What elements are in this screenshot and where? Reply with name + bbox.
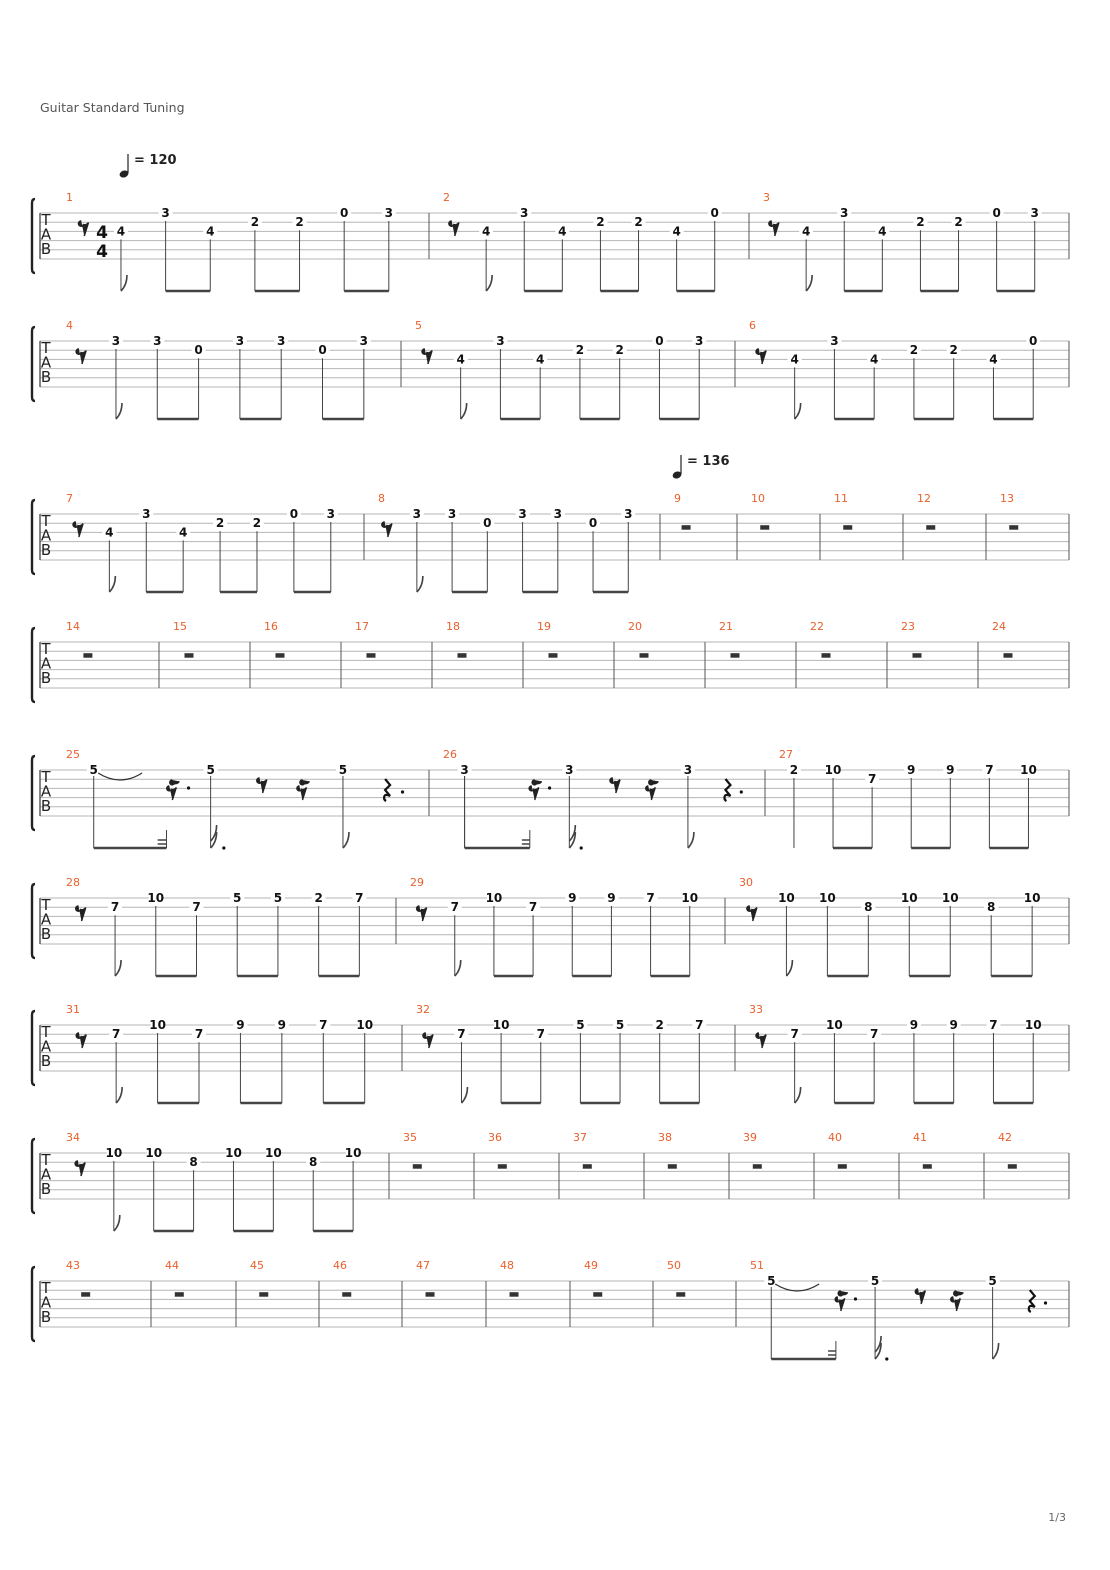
fret-number: 2 <box>909 343 919 358</box>
tempo-mark: = 120 <box>134 153 177 168</box>
rhythm-dot <box>885 1357 888 1360</box>
fret-number: 10 <box>1024 1018 1042 1032</box>
fret-number: 7 <box>989 1018 998 1032</box>
measure-number: 3 <box>763 191 770 204</box>
fret-number: 3 <box>565 763 574 777</box>
fret-number: 3 <box>235 334 245 348</box>
tab-clef-letter: A <box>40 910 52 929</box>
fret-number: 2 <box>596 215 605 230</box>
fret-number: 0 <box>339 206 349 220</box>
tab-clef-letter: T <box>41 1023 51 1041</box>
measure-number: 26 <box>443 748 457 761</box>
fret-number: 9 <box>568 891 577 905</box>
fret-number: 7 <box>192 900 201 915</box>
tab-clef-letter: A <box>40 225 52 244</box>
eighth-rest <box>73 522 83 537</box>
tab-clef-letter: A <box>40 654 52 673</box>
measure-number: 12 <box>917 492 931 505</box>
fret-number: 5 <box>615 1018 625 1032</box>
fret-number: 10 <box>145 1146 163 1160</box>
fret-number: 3 <box>830 334 839 348</box>
measure-number: 25 <box>66 748 80 761</box>
fret-number: 3 <box>695 334 704 348</box>
tab-clef-letter: B <box>40 797 52 815</box>
system-bracket <box>32 1139 35 1213</box>
sixteenth-rest <box>529 780 542 800</box>
tab-clef-letter: T <box>41 1279 51 1297</box>
fret-number: 10 <box>225 1146 242 1160</box>
measure-rest <box>753 1164 762 1169</box>
note-flag <box>688 832 694 848</box>
note-flag <box>993 1343 999 1359</box>
measure-number: 20 <box>628 620 642 633</box>
fret-number: 3 <box>518 507 527 521</box>
measure-rest <box>1009 525 1018 530</box>
measure-rest <box>676 1292 685 1297</box>
fret-number: 4 <box>481 224 491 239</box>
measure-rest <box>682 525 691 530</box>
tab-clef-letter: A <box>40 782 52 801</box>
rhythm-dot <box>854 1297 857 1300</box>
measure-number: 19 <box>537 620 551 633</box>
fret-number: 10 <box>485 891 503 905</box>
note-flag <box>116 403 122 419</box>
measure-number: 28 <box>66 876 80 889</box>
fret-number: 5 <box>576 1018 585 1032</box>
measure-number: 16 <box>264 620 278 633</box>
system-bracket <box>32 756 35 830</box>
fret-number: 7 <box>194 1027 204 1042</box>
eighth-rest <box>75 1161 85 1176</box>
measure-number: 39 <box>743 1131 757 1144</box>
fret-number: 10 <box>264 1146 282 1160</box>
page-number: 1/3 <box>1048 1511 1066 1524</box>
eighth-rest <box>76 1033 86 1048</box>
fret-number: 7 <box>110 900 120 915</box>
eighth-rest <box>769 221 779 236</box>
measure-rest <box>83 653 92 658</box>
fret-number: 4 <box>116 224 126 239</box>
fret-number: 10 <box>105 1146 123 1160</box>
note-flag <box>795 403 801 419</box>
fret-number: 3 <box>683 763 693 777</box>
measure-number: 38 <box>658 1131 672 1144</box>
time-signature-bottom: 4 <box>96 242 108 262</box>
fret-number: 10 <box>778 891 795 905</box>
fret-number: 9 <box>949 1018 958 1032</box>
fret-number: 10 <box>1020 763 1037 777</box>
fret-number: 7 <box>646 891 655 905</box>
tab-clef-letter: T <box>41 640 51 658</box>
rhythm-dot <box>187 786 190 789</box>
fret-number: 4 <box>206 224 215 239</box>
fret-number: 7 <box>869 1027 879 1042</box>
fret-number: 7 <box>457 1027 466 1042</box>
rhythm-dot <box>1044 1301 1047 1304</box>
fret-number: 7 <box>536 1027 545 1042</box>
measure-number: 50 <box>667 1259 681 1272</box>
measure-number: 15 <box>173 620 187 633</box>
fret-number: 5 <box>338 763 348 777</box>
measure-rest <box>548 653 557 658</box>
measure-number: 33 <box>749 1003 763 1016</box>
fret-number: 2 <box>575 343 585 358</box>
tab-clef-letter: T <box>41 211 51 229</box>
fret-number: 2 <box>954 215 963 230</box>
fret-number: 4 <box>105 525 114 540</box>
eighth-rest <box>610 778 620 793</box>
rhythm-dot <box>401 790 404 793</box>
eighth-rest <box>747 906 757 921</box>
fret-number: 5 <box>988 1274 997 1288</box>
fret-number: 4 <box>672 224 681 239</box>
eighth-rest <box>78 221 88 236</box>
measure-number: 30 <box>739 876 753 889</box>
measure-rest <box>923 1164 932 1169</box>
fret-number: 0 <box>992 206 1001 220</box>
fret-number: 3 <box>359 334 369 348</box>
rhythm-dot <box>548 786 551 789</box>
measure-rest <box>912 653 921 658</box>
fret-number: 4 <box>790 352 799 367</box>
measure-number: 23 <box>901 620 915 633</box>
system-bracket <box>32 628 35 702</box>
measure-number: 18 <box>446 620 460 633</box>
note-flag <box>109 576 115 592</box>
measure-rest <box>413 1164 422 1169</box>
rhythm-dot <box>740 790 743 793</box>
measure-number: 8 <box>378 492 385 505</box>
eighth-rest <box>422 349 432 364</box>
measure-rest <box>275 653 284 658</box>
note-flag <box>461 1087 467 1103</box>
fret-number: 2 <box>634 215 643 230</box>
fret-number: 5 <box>767 1274 776 1288</box>
fret-number: 3 <box>161 206 170 220</box>
rhythm-dot <box>580 846 583 849</box>
fret-number: 7 <box>355 891 364 905</box>
measure-number: 10 <box>751 492 765 505</box>
fret-number: 4 <box>535 352 545 367</box>
fret-number: 4 <box>989 352 998 367</box>
measure-number: 11 <box>834 492 848 505</box>
fret-number: 3 <box>460 763 469 777</box>
measure-rest <box>1008 1164 1017 1169</box>
note-flag <box>343 832 349 848</box>
fret-number: 3 <box>553 507 562 521</box>
fret-number: 8 <box>864 900 873 915</box>
tab-clef-letter: B <box>40 541 52 559</box>
tab-clef-letter: T <box>41 768 51 786</box>
fret-number: 2 <box>916 215 925 230</box>
measure-number: 49 <box>584 1259 598 1272</box>
fret-number: 10 <box>1023 891 1041 905</box>
measure-number: 34 <box>66 1131 80 1144</box>
fret-number: 8 <box>189 1155 198 1170</box>
measure-rest <box>1003 653 1012 658</box>
measure-rest <box>838 1164 847 1169</box>
fret-number: 9 <box>236 1018 245 1032</box>
note-flag <box>461 403 467 419</box>
note-flag <box>786 960 792 976</box>
measure-rest <box>730 653 739 658</box>
fret-number: 10 <box>900 891 918 905</box>
measure-number: 46 <box>333 1259 347 1272</box>
measure-rest <box>81 1292 90 1297</box>
fret-number: 4 <box>178 525 188 540</box>
note-flag <box>455 960 461 976</box>
fret-number: 10 <box>681 891 699 905</box>
measure-rest <box>583 1164 592 1169</box>
sixteenth-rest <box>951 1291 964 1311</box>
fret-number: 8 <box>987 900 996 915</box>
fret-number: 3 <box>1030 206 1039 220</box>
measure-number: 29 <box>410 876 424 889</box>
fret-number: 0 <box>194 343 203 358</box>
tab-clef-letter: A <box>40 1037 52 1056</box>
measure-number: 7 <box>66 492 73 505</box>
fret-number: 2 <box>949 343 958 358</box>
measure-number: 9 <box>674 492 681 505</box>
fret-number: 3 <box>840 206 849 220</box>
eighth-rest <box>76 906 86 921</box>
measure-number: 36 <box>488 1131 502 1144</box>
measure-rest <box>426 1292 435 1297</box>
tab-clef-letter: B <box>40 368 52 386</box>
fret-number: 3 <box>496 334 505 348</box>
tab-clef-letter: B <box>40 1180 52 1198</box>
eighth-rest <box>423 1033 433 1048</box>
measure-rest <box>366 653 375 658</box>
fret-number: 9 <box>607 891 616 905</box>
fret-number: 5 <box>233 891 242 905</box>
fret-number: 3 <box>520 206 529 220</box>
fret-number: 9 <box>277 1018 287 1032</box>
score-title: Guitar Standard Tuning <box>40 100 185 115</box>
fret-number: 2 <box>215 516 225 531</box>
fret-number: 7 <box>985 763 994 777</box>
measure-rest <box>668 1164 677 1169</box>
tab-clef-letter: T <box>41 339 51 357</box>
measure-rest <box>639 653 648 658</box>
measure-number: 24 <box>992 620 1006 633</box>
fret-number: 4 <box>869 352 879 367</box>
fret-number: 7 <box>111 1027 121 1042</box>
tab-clef-letter: B <box>40 240 52 258</box>
tab-clef-letter: B <box>40 669 52 687</box>
measure-rest <box>342 1292 351 1297</box>
tab-clef-letter: B <box>40 925 52 943</box>
fret-number: 3 <box>384 206 394 220</box>
rhythm-dot <box>222 846 225 849</box>
measure-number: 51 <box>750 1259 764 1272</box>
fret-number: 7 <box>867 772 877 787</box>
fret-number: 10 <box>356 1018 374 1032</box>
measure-number: 1 <box>66 191 73 204</box>
measure-number: 40 <box>828 1131 842 1144</box>
fret-number: 3 <box>277 334 286 348</box>
fret-number: 0 <box>588 516 598 531</box>
measure-number: 5 <box>415 319 422 332</box>
measure-number: 48 <box>500 1259 514 1272</box>
fret-number: 9 <box>909 1018 919 1032</box>
measure-rest <box>510 1292 519 1297</box>
fret-number: 10 <box>149 1018 166 1032</box>
measure-number: 17 <box>355 620 369 633</box>
eighth-rest <box>915 1289 925 1304</box>
fret-number: 2 <box>295 215 304 230</box>
measure-rest <box>760 525 769 530</box>
fret-number: 4 <box>878 224 887 239</box>
fret-number: 7 <box>528 900 538 915</box>
tab-clef-letter: T <box>41 1151 51 1169</box>
system-bracket <box>32 327 35 401</box>
fret-number: 4 <box>456 352 465 367</box>
measure-rest <box>821 653 830 658</box>
measure-rest <box>843 525 852 530</box>
fret-number: 4 <box>801 224 811 239</box>
system-bracket <box>32 1011 35 1085</box>
fret-number: 0 <box>289 507 299 521</box>
measure-number: 47 <box>416 1259 430 1272</box>
fret-number: 9 <box>946 763 955 777</box>
fret-number: 2 <box>615 343 624 358</box>
measure-number: 2 <box>443 191 450 204</box>
sixteenth-rest <box>297 780 310 800</box>
time-signature-top: 4 <box>96 223 108 243</box>
system-bracket <box>32 884 35 958</box>
fret-number: 3 <box>142 507 151 521</box>
fret-number: 5 <box>870 1274 880 1288</box>
tab-clef-letter: A <box>40 1165 52 1184</box>
eighth-rest <box>449 221 459 236</box>
fret-number: 7 <box>790 1027 799 1042</box>
tempo-mark: = 136 <box>687 454 730 469</box>
tab-clef-letter: B <box>40 1308 52 1326</box>
measure-number: 35 <box>403 1131 417 1144</box>
note-flag <box>114 1215 120 1231</box>
fret-number: 3 <box>447 507 457 521</box>
fret-number: 2 <box>789 763 799 777</box>
tab-clef-letter: T <box>41 512 51 530</box>
note-flag <box>486 275 492 291</box>
sixteenth-rest <box>646 780 659 800</box>
fret-number: 10 <box>147 891 165 905</box>
measure-rest <box>926 525 935 530</box>
measure-rest <box>498 1164 507 1169</box>
measure-number: 32 <box>416 1003 430 1016</box>
measure-number: 13 <box>1000 492 1014 505</box>
fret-number: 5 <box>206 763 215 777</box>
system-bracket <box>32 199 35 273</box>
eighth-rest <box>382 522 392 537</box>
fret-number: 0 <box>318 343 327 358</box>
note-flag <box>795 1087 801 1103</box>
fret-number: 10 <box>826 1018 843 1032</box>
tab-clef-letter: T <box>41 896 51 914</box>
measure-rest <box>184 653 193 658</box>
measure-number: 31 <box>66 1003 80 1016</box>
measure-number: 6 <box>749 319 756 332</box>
tab-clef-letter: B <box>40 1052 52 1070</box>
fret-number: 2 <box>655 1018 664 1032</box>
eighth-rest <box>417 906 427 921</box>
fret-number: 0 <box>1029 334 1038 348</box>
fret-number: 5 <box>273 891 283 905</box>
fret-number: 0 <box>655 334 664 348</box>
fret-number: 10 <box>941 891 959 905</box>
fret-number: 10 <box>492 1018 510 1032</box>
eighth-rest <box>756 1033 766 1048</box>
measure-number: 14 <box>66 620 80 633</box>
fret-number: 3 <box>326 507 335 521</box>
fret-number: 3 <box>412 507 422 521</box>
system-bracket <box>32 500 35 574</box>
fret-number: 3 <box>153 334 162 348</box>
tab-clef-letter: A <box>40 353 52 372</box>
measure-rest <box>593 1292 602 1297</box>
measure-number: 45 <box>250 1259 264 1272</box>
note-flag <box>417 576 423 592</box>
fret-number: 7 <box>450 900 459 915</box>
fret-number: 9 <box>907 763 916 777</box>
fret-number: 7 <box>319 1018 328 1032</box>
fret-number: 3 <box>624 507 633 521</box>
sixteenth-rest <box>167 780 180 800</box>
tab-clef-letter: A <box>40 1293 52 1312</box>
fret-number: 7 <box>695 1018 704 1032</box>
measure-rest <box>457 653 466 658</box>
measure-number: 4 <box>66 319 73 332</box>
fret-number: 0 <box>483 516 492 531</box>
measure-number: 37 <box>573 1131 587 1144</box>
tab-clef-letter: A <box>40 526 52 545</box>
measure-number: 42 <box>998 1131 1012 1144</box>
measure-number: 21 <box>719 620 733 633</box>
eighth-rest <box>76 349 86 364</box>
fret-number: 8 <box>309 1155 318 1170</box>
fret-number: 5 <box>89 763 98 777</box>
measure-rest <box>175 1292 184 1297</box>
note-flag <box>806 275 812 291</box>
fret-number: 2 <box>252 516 262 531</box>
system-bracket <box>32 1267 35 1341</box>
measure-rest <box>259 1292 268 1297</box>
measure-number: 27 <box>779 748 793 761</box>
note-flag <box>116 1087 122 1103</box>
fret-number: 3 <box>111 334 121 348</box>
fret-number: 0 <box>710 206 719 220</box>
fret-number: 10 <box>344 1146 362 1160</box>
note-flag <box>115 960 121 976</box>
fret-number: 2 <box>314 891 323 905</box>
fret-number: 4 <box>558 224 567 239</box>
measure-number: 44 <box>165 1259 179 1272</box>
sixteenth-rest <box>835 1291 848 1311</box>
measure-number: 22 <box>810 620 824 633</box>
fret-number: 2 <box>250 215 260 230</box>
measure-number: 43 <box>66 1259 80 1272</box>
fret-number: 10 <box>819 891 836 905</box>
note-flag <box>121 275 127 291</box>
fret-number: 10 <box>824 763 842 777</box>
eighth-rest <box>257 778 267 793</box>
eighth-rest <box>756 349 766 364</box>
measure-number: 41 <box>913 1131 927 1144</box>
